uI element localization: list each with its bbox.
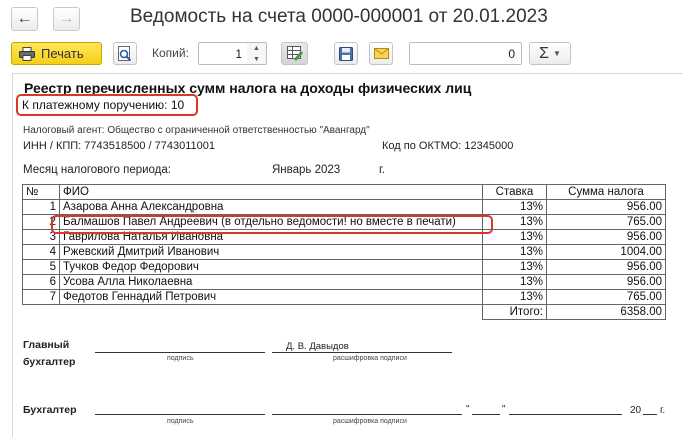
row-tax-sum: 1004.00 — [547, 245, 666, 260]
row-fio: Федотов Геннадий Петрович — [60, 290, 483, 305]
accountant-decoding-line — [272, 414, 462, 415]
row-number: 4 — [23, 245, 60, 260]
window-title: Ведомость на счета 0000-000001 от 20.01.2023 — [130, 6, 548, 27]
chief-signature-caption: подпись — [167, 355, 194, 362]
accountant-signature-caption: подпись — [167, 418, 194, 425]
chief-decoding-line — [272, 352, 452, 353]
forward-button[interactable] — [53, 7, 80, 31]
row-number: 2 — [23, 215, 60, 230]
row-rate: 13% — [483, 260, 547, 275]
print-button[interactable] — [11, 42, 102, 65]
table-row[interactable] — [23, 260, 666, 275]
date-year-suffix: г. — [660, 405, 666, 416]
copies-input[interactable]: 1 — [198, 42, 248, 65]
table-header-row — [23, 185, 666, 200]
row-rate: 13% — [483, 230, 547, 245]
row-number: 3 — [23, 230, 60, 245]
copies-stepper[interactable] — [247, 42, 267, 65]
row-fio: Азарова Анна Александровна — [60, 200, 483, 215]
envelope-icon — [374, 48, 389, 59]
payment-order-highlight — [16, 94, 198, 116]
table-row[interactable] — [23, 200, 666, 215]
tax-agent-text: Налоговый агент: Общество с ограниченной ответственностью "Авангард" — [23, 125, 370, 136]
chevron-down-icon: ▼ — [552, 49, 561, 58]
row-tax-sum: 956.00 — [547, 260, 666, 275]
row-rate: 13% — [483, 275, 547, 290]
row-tax-sum: 956.00 — [547, 200, 666, 215]
tax-period-suffix: г. — [379, 164, 385, 176]
inn-kpp-text: ИНН / КПП: 7743518500 / 7743011001 — [23, 140, 216, 152]
oktmo-text: Код по ОКТМО: 12345000 — [382, 140, 514, 152]
floppy-disk-icon — [339, 47, 353, 61]
payment-order-text: К платежному поручению: 10 — [22, 98, 185, 112]
send-email-button[interactable] — [369, 42, 393, 65]
row-fio: Усова Алла Николаевна — [60, 275, 483, 290]
arrow-left-icon: ← — [16, 10, 33, 27]
back-button[interactable] — [11, 7, 38, 31]
header-rate: Ставка — [483, 185, 547, 200]
row-tax-sum: 765.00 — [547, 215, 666, 230]
total-label: Итого: — [483, 305, 547, 320]
row-tax-sum: 765.00 — [547, 290, 666, 305]
table-row[interactable] — [23, 245, 666, 260]
table-row[interactable] — [23, 290, 666, 305]
header-fio: ФИО — [60, 185, 483, 200]
chief-signature-line — [95, 352, 265, 353]
row-fio: Гаврилова Наталья Ивановна — [60, 230, 483, 245]
date-day-line — [472, 414, 500, 415]
table-edit-icon — [287, 46, 303, 61]
row-highlight — [51, 215, 493, 234]
chief-accountant-name: Д. В. Давыдов — [286, 341, 349, 352]
row-tax-sum: 956.00 — [547, 275, 666, 290]
date-quote-open: " — [466, 404, 470, 415]
chief-accountant-label-1: Главный — [23, 339, 70, 351]
sum-function-button[interactable] — [529, 42, 571, 65]
arrow-right-icon: → — [58, 10, 75, 27]
row-number: 1 — [23, 200, 60, 215]
table-row[interactable] — [23, 275, 666, 290]
copies-label: Копий: — [152, 46, 189, 60]
tax-period-label: Месяц налогового периода: — [23, 164, 171, 176]
tax-period-value: Январь 2023 — [272, 164, 341, 176]
accountant-label: Бухгалтер — [23, 404, 77, 416]
row-number: 7 — [23, 290, 60, 305]
row-fio: Балмашов Павел Андреевич (в отдельно ведомости! но вместе в печати) — [60, 215, 483, 230]
row-rate: 13% — [483, 215, 547, 230]
table-total-row — [23, 305, 666, 320]
row-tax-sum: 956.00 — [547, 230, 666, 245]
row-fio: Ржевский Дмитрий Иванович — [60, 245, 483, 260]
row-number: 6 — [23, 275, 60, 290]
accountant-signature-line — [95, 414, 265, 415]
sum-field[interactable]: 0 — [409, 42, 522, 65]
header-tax-sum: Сумма налога — [547, 185, 666, 200]
print-button-label: Печать — [41, 46, 84, 61]
total-value: 6358.00 — [547, 305, 666, 320]
row-rate: 13% — [483, 290, 547, 305]
accountant-decoding-caption: расшифровка подписи — [333, 418, 407, 425]
preview-button[interactable] — [113, 42, 137, 65]
save-button[interactable] — [334, 42, 358, 65]
header-number: № — [23, 185, 60, 200]
row-fio: Тучков Федор Федорович — [60, 260, 483, 275]
chief-decoding-caption: расшифровка подписи — [333, 355, 407, 362]
edit-mode-button[interactable] — [281, 42, 308, 65]
date-year-prefix: 20 — [630, 405, 642, 416]
printer-icon — [19, 47, 35, 61]
row-rate: 13% — [483, 245, 547, 260]
print-preview-icon — [118, 46, 132, 62]
tax-register-table — [22, 184, 666, 320]
date-year-line — [643, 414, 657, 415]
document-title: Реестр перечисленных сумм налога на доходы физических лиц — [24, 80, 472, 96]
stepper-up-icon[interactable]: ▲ — [253, 45, 260, 52]
sigma-icon: Σ — [539, 44, 549, 62]
chief-accountant-label-2: бухгалтер — [23, 356, 76, 368]
date-month-line — [509, 414, 622, 415]
row-number: 5 — [23, 260, 60, 275]
date-quote-close: " — [502, 404, 506, 415]
stepper-down-icon[interactable]: ▼ — [253, 56, 260, 63]
row-rate: 13% — [483, 200, 547, 215]
